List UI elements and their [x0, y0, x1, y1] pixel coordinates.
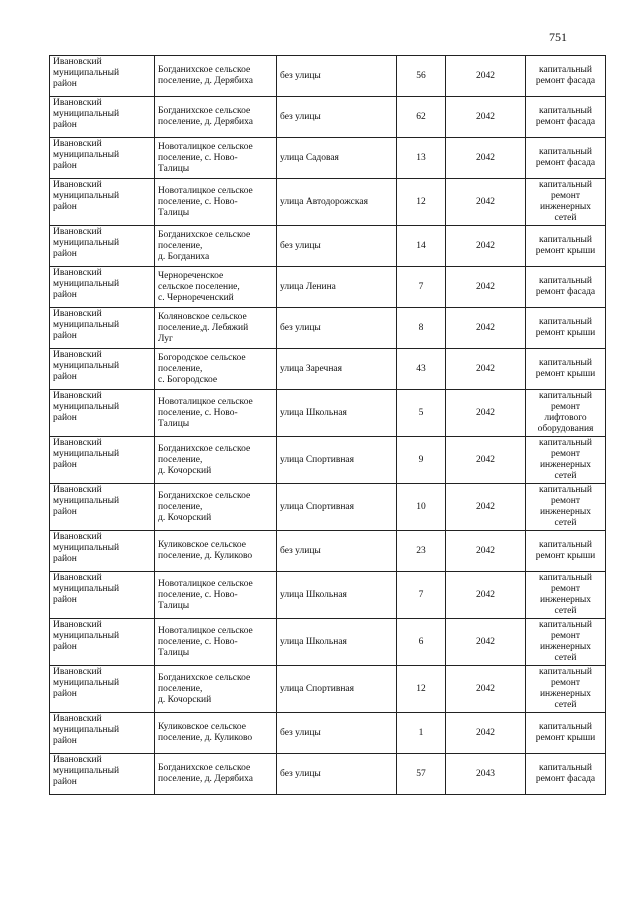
table-row: [50, 349, 606, 390]
settlement-cell: Богданихское сельское поселение, д. Дерябиха: [155, 56, 277, 97]
year-cell: 2042: [446, 390, 526, 437]
settlement-cell: Богданихское сельское поселение, д. Кочорский: [155, 437, 277, 484]
year-cell: 2042: [446, 267, 526, 308]
house-number-cell: 43: [397, 349, 446, 390]
street-cell: улица Автодорожская: [277, 179, 397, 226]
house-number-cell: 8: [397, 308, 446, 349]
district-cell: Ивановский муниципальный район: [50, 390, 155, 437]
work-type-cell: капитальный ремонт фасада: [526, 56, 606, 97]
street-cell: улица Школьная: [277, 390, 397, 437]
district-cell: Ивановский муниципальный район: [50, 226, 155, 267]
street-cell: улица Школьная: [277, 572, 397, 619]
table-row: [50, 267, 606, 308]
year-cell: 2042: [446, 56, 526, 97]
work-type-cell: капитальный ремонт инженерных сетей: [526, 619, 606, 666]
district-cell: Ивановский муниципальный район: [50, 531, 155, 572]
street-cell: улица Садовая: [277, 138, 397, 179]
district-cell: Ивановский муниципальный район: [50, 713, 155, 754]
street-cell: без улицы: [277, 531, 397, 572]
table-row: [50, 754, 606, 795]
work-type-cell: капитальный ремонт инженерных сетей: [526, 572, 606, 619]
table-row: [50, 713, 606, 754]
work-type-cell: капитальный ремонт инженерных сетей: [526, 484, 606, 531]
street-cell: улица Школьная: [277, 619, 397, 666]
street-cell: улица Спортивная: [277, 666, 397, 713]
year-cell: 2042: [446, 308, 526, 349]
settlement-cell: Богородское сельское поселение, с. Богородское: [155, 349, 277, 390]
house-number-cell: 14: [397, 226, 446, 267]
table-row: [50, 56, 606, 97]
work-type-cell: капитальный ремонт инженерных сетей: [526, 179, 606, 226]
year-cell: 2042: [446, 97, 526, 138]
year-cell: 2043: [446, 754, 526, 795]
year-cell: 2042: [446, 226, 526, 267]
year-cell: 2042: [446, 572, 526, 619]
house-number-cell: 10: [397, 484, 446, 531]
work-type-cell: капитальный ремонт крыши: [526, 531, 606, 572]
street-cell: без улицы: [277, 754, 397, 795]
settlement-cell: Богданихское сельское поселение, д. Кочорский: [155, 666, 277, 713]
house-number-cell: 5: [397, 390, 446, 437]
table-row: [50, 308, 606, 349]
work-type-cell: капитальный ремонт фасада: [526, 138, 606, 179]
work-type-cell: капитальный ремонт крыши: [526, 349, 606, 390]
settlement-cell: Новоталицкое сельское поселение, с. Ново- Талицы: [155, 619, 277, 666]
district-cell: Ивановский муниципальный район: [50, 138, 155, 179]
house-number-cell: 12: [397, 179, 446, 226]
work-type-cell: капитальный ремонт крыши: [526, 226, 606, 267]
table-row: [50, 484, 606, 531]
district-cell: Ивановский муниципальный район: [50, 179, 155, 226]
settlement-cell: Богданихское сельское поселение, д. Богданиха: [155, 226, 277, 267]
table-row: [50, 666, 606, 713]
house-number-cell: 12: [397, 666, 446, 713]
table-body: [50, 56, 606, 795]
street-cell: без улицы: [277, 56, 397, 97]
work-type-cell: капитальный ремонт крыши: [526, 308, 606, 349]
settlement-cell: Чернореченское сельское поселение, с. Чернореченский: [155, 267, 277, 308]
district-cell: Ивановский муниципальный район: [50, 56, 155, 97]
settlement-cell: Богданихское сельское поселение, д. Дерябиха: [155, 97, 277, 138]
house-number-cell: 23: [397, 531, 446, 572]
repair-schedule-table: [49, 55, 606, 795]
settlement-cell: Новоталицкое сельское поселение, с. Ново- Талицы: [155, 179, 277, 226]
work-type-cell: капитальный ремонт фасада: [526, 267, 606, 308]
street-cell: улица Спортивная: [277, 437, 397, 484]
district-cell: Ивановский муниципальный район: [50, 484, 155, 531]
work-type-cell: капитальный ремонт фасада: [526, 754, 606, 795]
street-cell: без улицы: [277, 97, 397, 138]
year-cell: 2042: [446, 349, 526, 390]
table-row: [50, 179, 606, 226]
house-number-cell: 9: [397, 437, 446, 484]
table-row: [50, 138, 606, 179]
table-row: [50, 572, 606, 619]
district-cell: Ивановский муниципальный район: [50, 437, 155, 484]
street-cell: без улицы: [277, 308, 397, 349]
house-number-cell: 13: [397, 138, 446, 179]
street-cell: улица Спортивная: [277, 484, 397, 531]
year-cell: 2042: [446, 619, 526, 666]
settlement-cell: Куликовское сельское поселение, д. Куликово: [155, 713, 277, 754]
year-cell: 2042: [446, 138, 526, 179]
settlement-cell: Богданихское сельское поселение, д. Дерябиха: [155, 754, 277, 795]
street-cell: без улицы: [277, 226, 397, 267]
house-number-cell: 7: [397, 572, 446, 619]
settlement-cell: Новоталицкое сельское поселение, с. Ново- Талицы: [155, 572, 277, 619]
street-cell: улица Ленина: [277, 267, 397, 308]
district-cell: Ивановский муниципальный район: [50, 267, 155, 308]
district-cell: Ивановский муниципальный район: [50, 619, 155, 666]
work-type-cell: капитальный ремонт фасада: [526, 97, 606, 138]
table-row: [50, 437, 606, 484]
work-type-cell: капитальный ремонт лифтового оборудования: [526, 390, 606, 437]
year-cell: 2042: [446, 484, 526, 531]
district-cell: Ивановский муниципальный район: [50, 349, 155, 390]
work-type-cell: капитальный ремонт инженерных сетей: [526, 666, 606, 713]
house-number-cell: 6: [397, 619, 446, 666]
settlement-cell: Новоталицкое сельское поселение, с. Ново- Талицы: [155, 390, 277, 437]
year-cell: 2042: [446, 437, 526, 484]
house-number-cell: 1: [397, 713, 446, 754]
district-cell: Ивановский муниципальный район: [50, 97, 155, 138]
work-type-cell: капитальный ремонт инженерных сетей: [526, 437, 606, 484]
house-number-cell: 57: [397, 754, 446, 795]
settlement-cell: Коляновское сельское поселение,д. Лебяжий Луг: [155, 308, 277, 349]
settlement-cell: Куликовское сельское поселение, д. Куликово: [155, 531, 277, 572]
house-number-cell: 7: [397, 267, 446, 308]
district-cell: Ивановский муниципальный район: [50, 308, 155, 349]
settlement-cell: Новоталицкое сельское поселение, с. Ново- Талицы: [155, 138, 277, 179]
year-cell: 2042: [446, 179, 526, 226]
settlement-cell: Богданихское сельское поселение, д. Кочорский: [155, 484, 277, 531]
work-type-cell: капитальный ремонт крыши: [526, 713, 606, 754]
table-row: [50, 390, 606, 437]
street-cell: без улицы: [277, 713, 397, 754]
table-row: [50, 226, 606, 267]
table-row: [50, 531, 606, 572]
table-row: [50, 619, 606, 666]
year-cell: 2042: [446, 713, 526, 754]
year-cell: 2042: [446, 531, 526, 572]
district-cell: Ивановский муниципальный район: [50, 754, 155, 795]
district-cell: Ивановский муниципальный район: [50, 666, 155, 713]
house-number-cell: 62: [397, 97, 446, 138]
table-row: [50, 97, 606, 138]
page-number: 751: [549, 30, 567, 44]
district-cell: Ивановский муниципальный район: [50, 572, 155, 619]
year-cell: 2042: [446, 666, 526, 713]
street-cell: улица Заречная: [277, 349, 397, 390]
house-number-cell: 56: [397, 56, 446, 97]
